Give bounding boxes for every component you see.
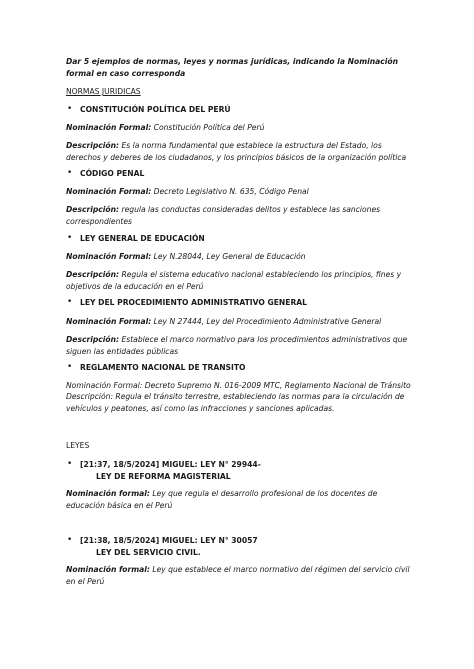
nominacion-label: Nominación formal:: [66, 565, 150, 574]
list-item-ley-2: [67, 535, 258, 558]
list-item-norma-1: [67, 104, 231, 116]
nominacion-value: Constitución Política del Perú: [153, 123, 265, 132]
list-item-norma-4: [67, 297, 308, 309]
ley-title: LEY DEL SERVICIO CIVIL.: [96, 547, 201, 557]
intro-text: Dar 5 ejemplos de normas, leyes y normas jurídicas, indicando la Nominación formal en caso corresponda: [66, 57, 399, 78]
section-leyes-title: LEYES: [66, 441, 90, 450]
norma-descripcion: Descripción: Regula el tránsito terrestre, estableciendo las normas para la circulación de vehículos y peatones, así como las infracciones y sanciones aplicadas.: [66, 392, 405, 413]
nominacion-label: Nominación Formal:: [66, 187, 152, 196]
nominacion-value: Decreto Legislativo N. 635, Código Penal: [153, 187, 309, 196]
norma-nominacion: [66, 122, 416, 134]
bullet-icon: •: [67, 168, 73, 178]
ley-nominacion: [66, 488, 416, 511]
ley-title: LEY DE REFORMA MAGISTERIAL: [96, 471, 231, 481]
nominacion-label: Nominación Formal:: [66, 252, 152, 261]
ley-header: [21:38, 18/5/2024] MIGUEL: LEY N° 30057: [80, 536, 258, 545]
nominacion-label: Nominación formal:: [66, 489, 150, 498]
norma-descripcion: [66, 334, 416, 357]
descripcion-label: Descripción:: [66, 270, 120, 279]
descripcion-value: Regula el sistema educativo nacional estableciendo los principios, fines y objetivos de la educación en el Perú: [66, 270, 402, 291]
nominacion-value: Ley que establece el marco normativo del régimen del servicio civil en el Perú: [66, 565, 410, 586]
descripcion-value: regula las conductas consideradas delitos y establece las sanciones correspondientes: [66, 205, 381, 226]
norma-title: LEY GENERAL DE EDUCACIÓN: [80, 234, 205, 243]
ley-header: [21:37, 18/5/2024] MIGUEL: LEY N° 29944-: [80, 460, 261, 469]
section-normas-title: NORMAS JURIDICAS: [66, 87, 141, 96]
list-item-ley-1: [67, 459, 261, 482]
bullet-icon: •: [67, 233, 73, 243]
norma-title: REGLAMENTO NACIONAL DE TRANSITO: [80, 363, 246, 372]
norma-title: CÓDIGO PENAL: [80, 169, 145, 178]
nominacion-label: Nominación Formal:: [66, 317, 152, 326]
ley-nominacion: [66, 564, 416, 587]
descripcion-label: Descripción:: [66, 205, 120, 214]
descripcion-label: Descripción:: [66, 335, 120, 344]
list-item-norma-3: [67, 233, 205, 245]
nominacion-value: Ley que regula el desarrollo profesional de los docentes de educación básica en el Perú: [66, 489, 378, 510]
norma-nominacion: [66, 251, 416, 263]
bullet-icon: •: [67, 104, 73, 114]
norma-descripcion: [66, 140, 416, 163]
bullet-icon: •: [67, 459, 73, 469]
nominacion-value: Ley N 27444, Ley del Procedimiento Administrative General: [153, 317, 382, 326]
descripcion-value: Establece el marco normativo para los procedimientos administrativos que siguen las entidades públicas: [66, 335, 408, 356]
norma-descripcion: [66, 204, 416, 227]
descripcion-label: Descripción:: [66, 141, 120, 150]
list-item-norma-5: [67, 362, 246, 374]
norma-descripcion: [66, 269, 416, 292]
nominacion-label: Nominación Formal:: [66, 123, 152, 132]
descripcion-value: Es la norma fundamental que establece la estructura del Estado, los derechos y deberes de los ciudadanos, y los principios básicos de la organización política: [66, 141, 407, 162]
norma-nominacion: [66, 316, 416, 328]
norma-title: LEY DEL PROCEDIMIENTO ADMINISTRATIVO GENERAL: [80, 298, 308, 307]
norma-title: CONSTITUCIÓN POLÍTICA DEL PERÚ: [80, 105, 231, 114]
bullet-icon: •: [67, 297, 73, 307]
norma-nominacion: Nominación Formal: Decreto Supremo N. 016-2009 MTC, Reglamento Nacional de Tránsito: [66, 381, 411, 390]
norma-nominacion: [66, 186, 416, 198]
nominacion-value: Ley N.28044, Ley General de Educación: [153, 252, 306, 261]
bullet-icon: •: [67, 535, 73, 545]
bullet-icon: •: [67, 362, 73, 372]
list-item-norma-2: [67, 168, 145, 180]
